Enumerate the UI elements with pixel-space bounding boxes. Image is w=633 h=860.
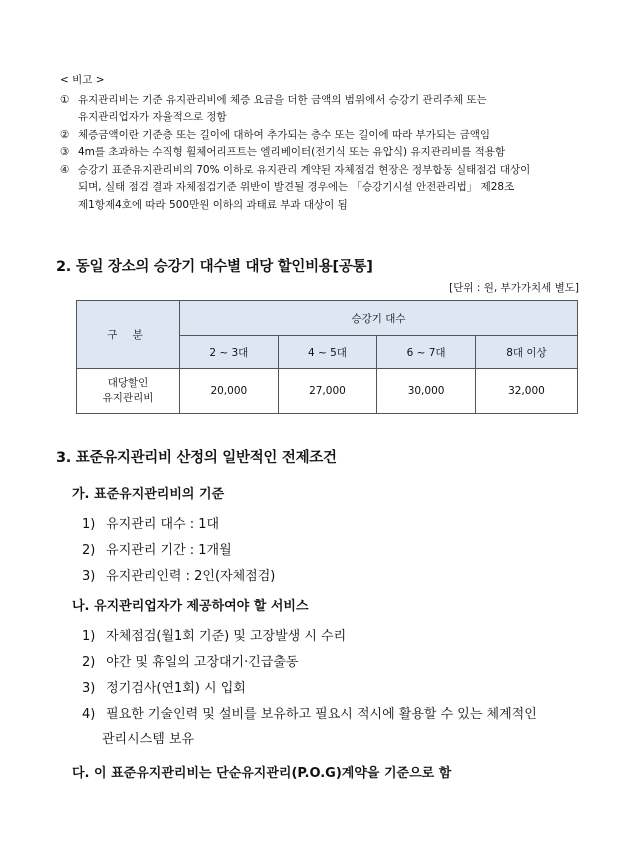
list-item <box>82 513 219 532</box>
item-text: 정기검사(연1회) 시 입회 <box>106 681 246 696</box>
note-number: ① <box>60 93 70 106</box>
note-item <box>60 162 580 215</box>
item-number: 3) <box>82 681 96 696</box>
note-text: 4m를 초과하는 수직형 휠체어리프트는 엘리베이터(전기식 또는 유압식) 유지관리비를 적용함 <box>78 146 506 158</box>
note-text: 승강기 표준유지관리비의 70% 이하로 유지관리 계약된 자체점검 현장은 정부합동 실태점검 대상이 <box>78 163 531 176</box>
note-item <box>60 144 580 162</box>
note-item <box>60 127 580 145</box>
subsection-ga-title: 가. 표준유지관리비의 기준 <box>72 487 225 502</box>
note-text: 유지관리업자가 자율적으로 정함 <box>78 111 227 123</box>
item-text: 유지관리 대수 : 1대 <box>106 517 220 532</box>
item-number: 2) <box>82 543 96 558</box>
subsection-da-title: 다. 이 표준유지관리비는 단순유지관리(P.O.G)계약을 기준으로 함 <box>72 766 452 781</box>
notes-block <box>60 72 580 214</box>
note-text: 제1항제4호에 따라 500만원 이하의 과태료 부과 대상이 됨 <box>78 198 348 211</box>
subsection-na-title: 나. 유지관리업자가 제공하여야 할 서비스 <box>72 599 309 614</box>
table-column-header: 6 ~ 7대 <box>377 336 476 369</box>
item-text: 유지관리인력 : 2인(자체점검) <box>106 569 276 584</box>
table-column-header: 8대 이상 <box>475 336 577 369</box>
item-text: 자체점검(월1회 기준) 및 고장발생 시 수리 <box>106 629 347 644</box>
unit-note: [단위 : 원, 부가가치세 별도] <box>449 282 579 294</box>
item-number: 4) <box>82 707 96 722</box>
list-item <box>82 539 232 558</box>
note-text: 되며, 실태 점검 결과 자체점검기준 위반이 발견될 경우에는 「승강기시설 안전관리법」 제28조 <box>78 181 515 193</box>
table-cell: 20,000 <box>180 369 279 414</box>
item-number: 2) <box>82 655 96 670</box>
list-item <box>82 625 346 644</box>
note-number: ③ <box>60 146 70 158</box>
table-cell: 27,000 <box>278 369 377 414</box>
table-row <box>77 369 578 414</box>
item-text: 필요한 기술인력 및 설비를 보유하고 필요시 적시에 활용할 수 있는 체계적인 <box>106 707 537 722</box>
table-group-header: 승강기 대수 <box>180 301 578 336</box>
list-item-continuation: 관리시스템 보유 <box>102 732 195 747</box>
list-item <box>82 651 298 670</box>
item-text: 유지관리 기간 : 1개월 <box>106 543 232 558</box>
list-item <box>82 677 246 696</box>
section-3-title: 3. 표준유지관리비 산정의 일반적인 전제조건 <box>56 450 337 466</box>
note-item <box>60 92 580 127</box>
table-cell: 30,000 <box>377 369 476 414</box>
discount-table <box>76 300 578 414</box>
note-number: ② <box>60 128 70 141</box>
row-label-line: 유지관리비 <box>102 392 154 404</box>
table-row-header <box>77 369 180 414</box>
section-2-title: 2. 동일 장소의 승강기 대수별 대당 할인비용[공통] <box>56 259 373 275</box>
notes-heading: < 비고 > <box>60 74 105 86</box>
list-item <box>82 565 275 584</box>
note-text: 체증금액이란 기준층 또는 길이에 대하여 추가되는 층수 또는 길이에 따라 부가되는 금액임 <box>78 128 491 141</box>
table-cell: 32,000 <box>475 369 577 414</box>
item-number: 3) <box>82 569 96 584</box>
note-number: ④ <box>60 163 70 176</box>
table-column-header: 2 ~ 3대 <box>180 336 279 369</box>
table-column-header: 4 ~ 5대 <box>278 336 377 369</box>
item-number: 1) <box>82 517 96 532</box>
list-item <box>82 703 537 722</box>
row-label-line: 대당할인 <box>107 377 149 389</box>
item-text: 야간 및 휴일의 고장대기·긴급출동 <box>106 655 299 670</box>
item-number: 1) <box>82 629 96 644</box>
note-text: 유지관리비는 기준 유지관리비에 체증 요금을 더한 금액의 범위에서 승강기 관리주체 또는 <box>78 93 487 106</box>
table-header-gubun: 구 분 <box>77 301 180 369</box>
